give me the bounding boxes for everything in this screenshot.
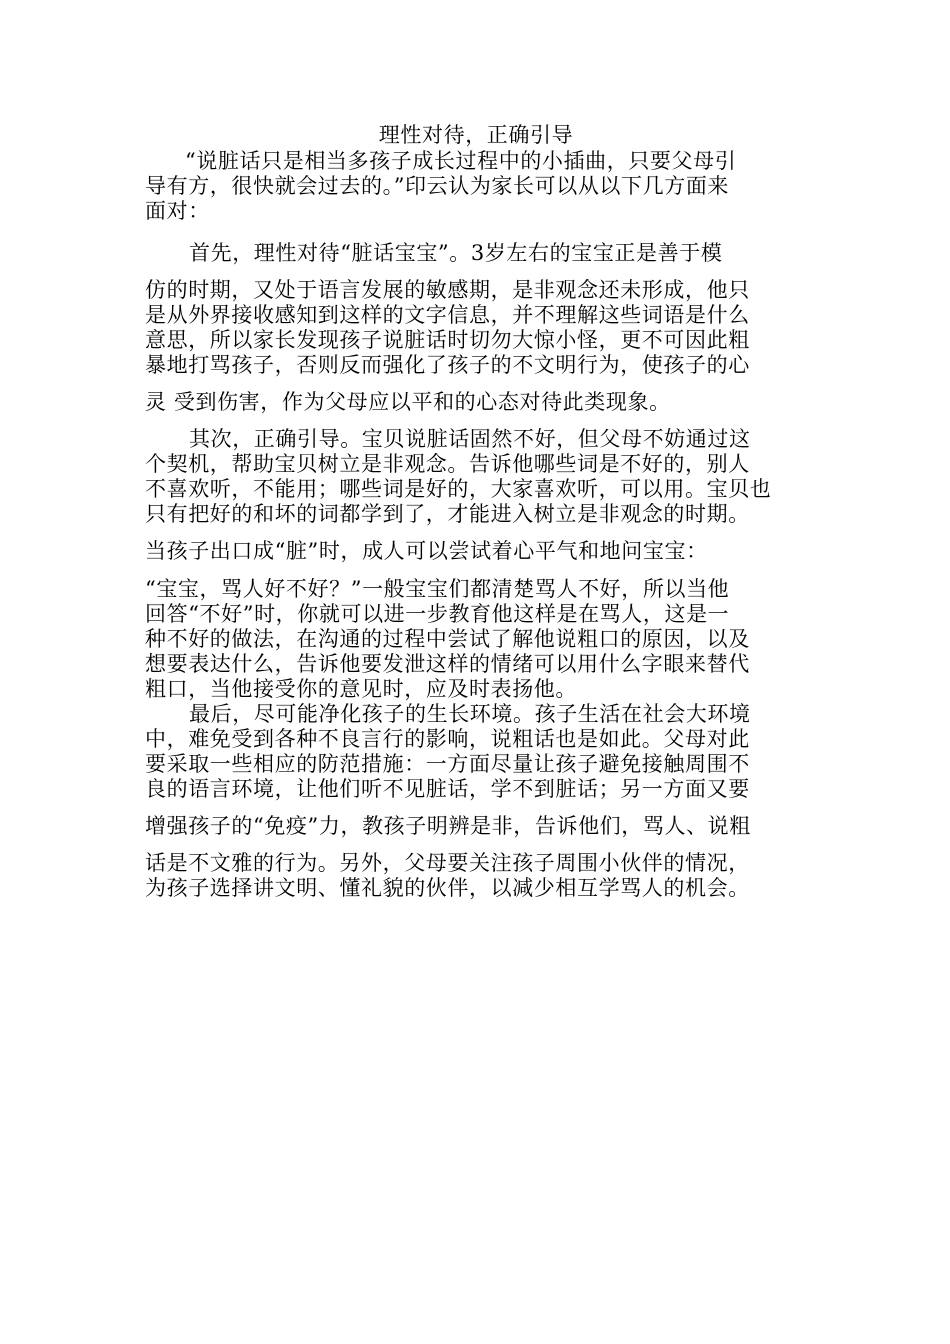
text-line: 为孩子选择讲文明、懂礼貌的伙伴，以减少相互学骂人的机会。 <box>145 876 750 900</box>
text-line: 良的语言环境，让他们听不见脏话，学不到脏话；另一方面又要 <box>145 777 750 801</box>
text-line: 想要表达什么，告诉他要发泄这样的情绪可以用什么字眼来替代 <box>145 652 750 676</box>
text-line: 个契机，帮助宝贝树立是非观念。告诉他哪些词是不好的，别人 <box>145 452 750 476</box>
text-line: 最后，尽可能净化孩子的生长环境。孩子生活在社会大环境 <box>189 702 751 726</box>
text-line: “说脏话只是相当多孩子成长过程中的小插曲，只要父母引 <box>185 149 737 173</box>
text-line: “宝宝，骂人好不好？”一般宝宝们都清楚骂人不好，所以当他 <box>145 577 730 601</box>
text-line: 灵 受到伤害，作为父母应以平和的心态对待此类现象。 <box>145 390 671 414</box>
text-line: 中，难免受到各种不良言行的影响，说粗话也是如此。父母对此 <box>145 727 750 751</box>
text-line: 是从外界接收感知到这样的文字信息，并不理解这些词语是什么 <box>145 303 750 327</box>
text-line: 暴地打骂孩子，否则反而强化了孩子的不文明行为，使孩子的心 <box>145 353 750 377</box>
text-line: 粗口，当他接受你的意见时，应及时表扬他。 <box>145 677 577 701</box>
document-title: 理性对待，正确引导 <box>378 123 574 147</box>
text-line: 只有把好的和坏的词都学到了，才能进入树立是非观念的时期。 <box>145 502 750 526</box>
text-line: 要采取一些相应的防范措施：一方面尽量让孩子避免接触周围不 <box>145 752 750 776</box>
text-line: 面对： <box>145 199 210 223</box>
text-line: 意思，所以家长发现孩子说脏话时切勿大惊小怪，更不可因此粗 <box>145 328 750 352</box>
text-line: 导有方，很快就会过去的。”印云认为家长可以从以下几方面来 <box>145 174 730 198</box>
text-line: 话是不文雅的行为。另外，父母要关注孩子周围小伙伴的情况， <box>145 851 750 875</box>
document-page <box>145 122 807 901</box>
text-line: 当孩子出口成“脏”时，成人可以尝试着心平气和地问宝宝： <box>145 539 708 563</box>
text-line: 不喜欢听，不能用；哪些词是好的，大家喜欢听，可以用。宝贝也 <box>145 477 772 501</box>
text-line: 增强孩子的“免疫”力，教孩子明辨是非，告诉他们，骂人、说粗 <box>145 814 751 838</box>
text-line: 其次，正确引导。宝贝说脏话固然不好，但父母不妨通过这 <box>189 427 751 451</box>
text-line: 种不好的做法，在沟通的过程中尝试了解他说粗口的原因，以及 <box>145 627 750 651</box>
text-line: 回答“不好”时，你就可以进一步教育他这样是在骂人，这是一 <box>145 602 730 626</box>
text-line: 仿的时期，又处于语言发展的敏感期，是非观念还未形成，他只 <box>145 278 750 302</box>
text-line: 首先，理性对待“脏话宝宝”。3岁左右的宝宝正是善于模 <box>189 241 723 265</box>
